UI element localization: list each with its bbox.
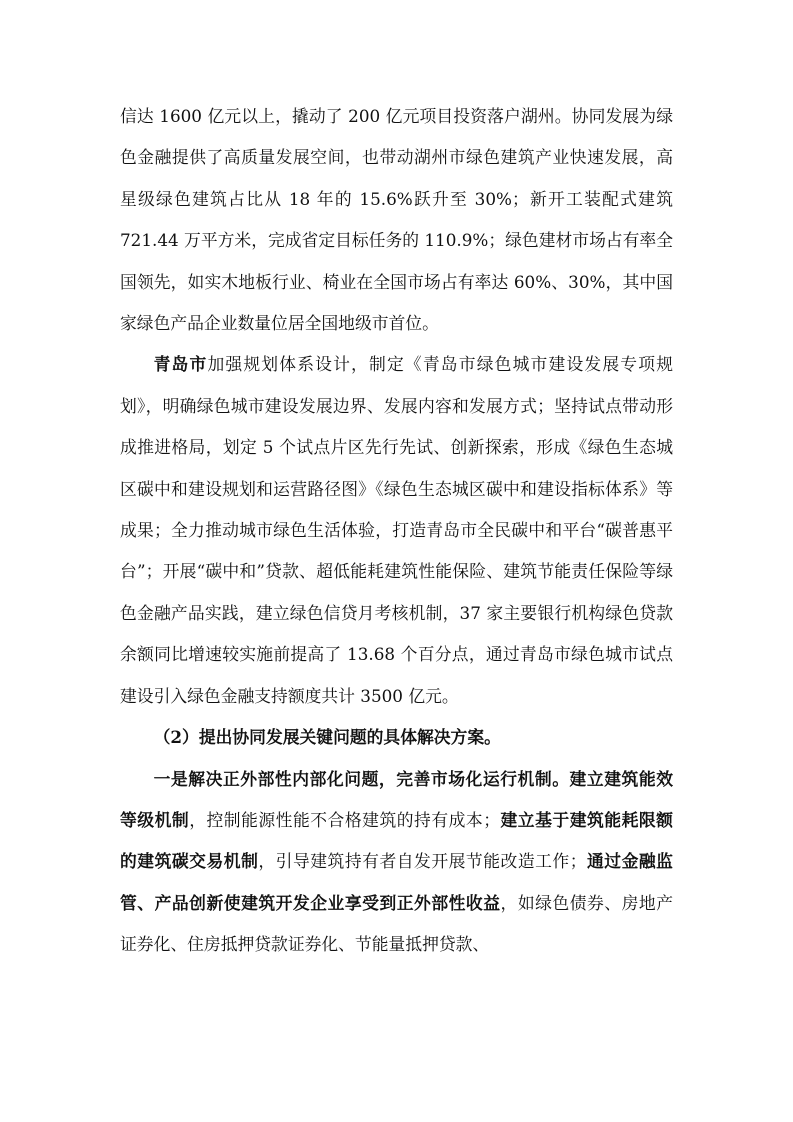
- section-heading: （2）提出协同发展关键问题的具体解决方案。: [153, 727, 501, 748]
- paragraph-qingdao: [120, 344, 673, 717]
- solution-one-bold-3: 通过金融监管、产品创新使建筑开发企业享受到正外部性收益: [120, 851, 673, 913]
- qingdao-body: 加强规划体系设计，制定《青岛市绿色城市建设发展专项规划》，明确绿色城市建设发展边界、发展内容和发展方式；坚持试点带动形成推进格局，划定 5 个试点片区先行先试、创新探索，形成《绿色生态城区碳中和建设规划和运营路径图》《绿色生态城区碳中和建设指标体系》等成果；全力推动城市绿色生活体验，打造青岛市全民碳中和平台“碳普惠平台”；开展“碳中和”贷款、超低能耗建筑性能保险、建筑节能责任保险等绿色金融产品实践，建立绿色信贷月考核机制，37 家主要银行机构绿色贷款余额同比增速较实施前提高了 13.68 个百分点，通过青岛市绿色城市试点建设引入绿色金融支持额度共计 3500 亿元。: [120, 354, 673, 706]
- solution-one-bold-2: 建立基于建筑能耗限额的建筑碳交易机制: [120, 809, 673, 872]
- solution-one-text-3: ，如绿色债券、房地产证券化、住房抵押贷款证券化、节能量抵押贷款、: [120, 892, 673, 955]
- solution-one-bold-1: 一是解决正外部性内部化问题，完善市场化运行机制。建立建筑能效等级机制: [120, 768, 673, 830]
- solution-one-text-1: ，控制能源性能不合格建筑的持有成本；: [189, 809, 500, 830]
- qingdao-lead: 青岛市: [153, 354, 208, 375]
- document-page: [120, 96, 673, 966]
- paragraph-huzhou-continued: 信达 1600 亿元以上，撬动了 200 亿元项目投资落户湖州。协同发展为绿色金融提供了高质量发展空间，也带动湖州市绿色建筑产业快速发展，高星级绿色建筑占比从 18 年的 15.6%跃升至 30%；新开工装配式建筑 721.44 万平方米，完成省定目标任务的 110.9%；绿色建材市场占有率全国领先，如实木地板行业、椅业在全国市场占有率达 60%、30%，其中国家绿色产品企业数量位居全国地级市首位。: [120, 106, 673, 334]
- paragraph-solution-one: [120, 759, 673, 966]
- solution-one-text-2: ，引导建筑持有者自发开展节能改造工作；: [258, 851, 587, 872]
